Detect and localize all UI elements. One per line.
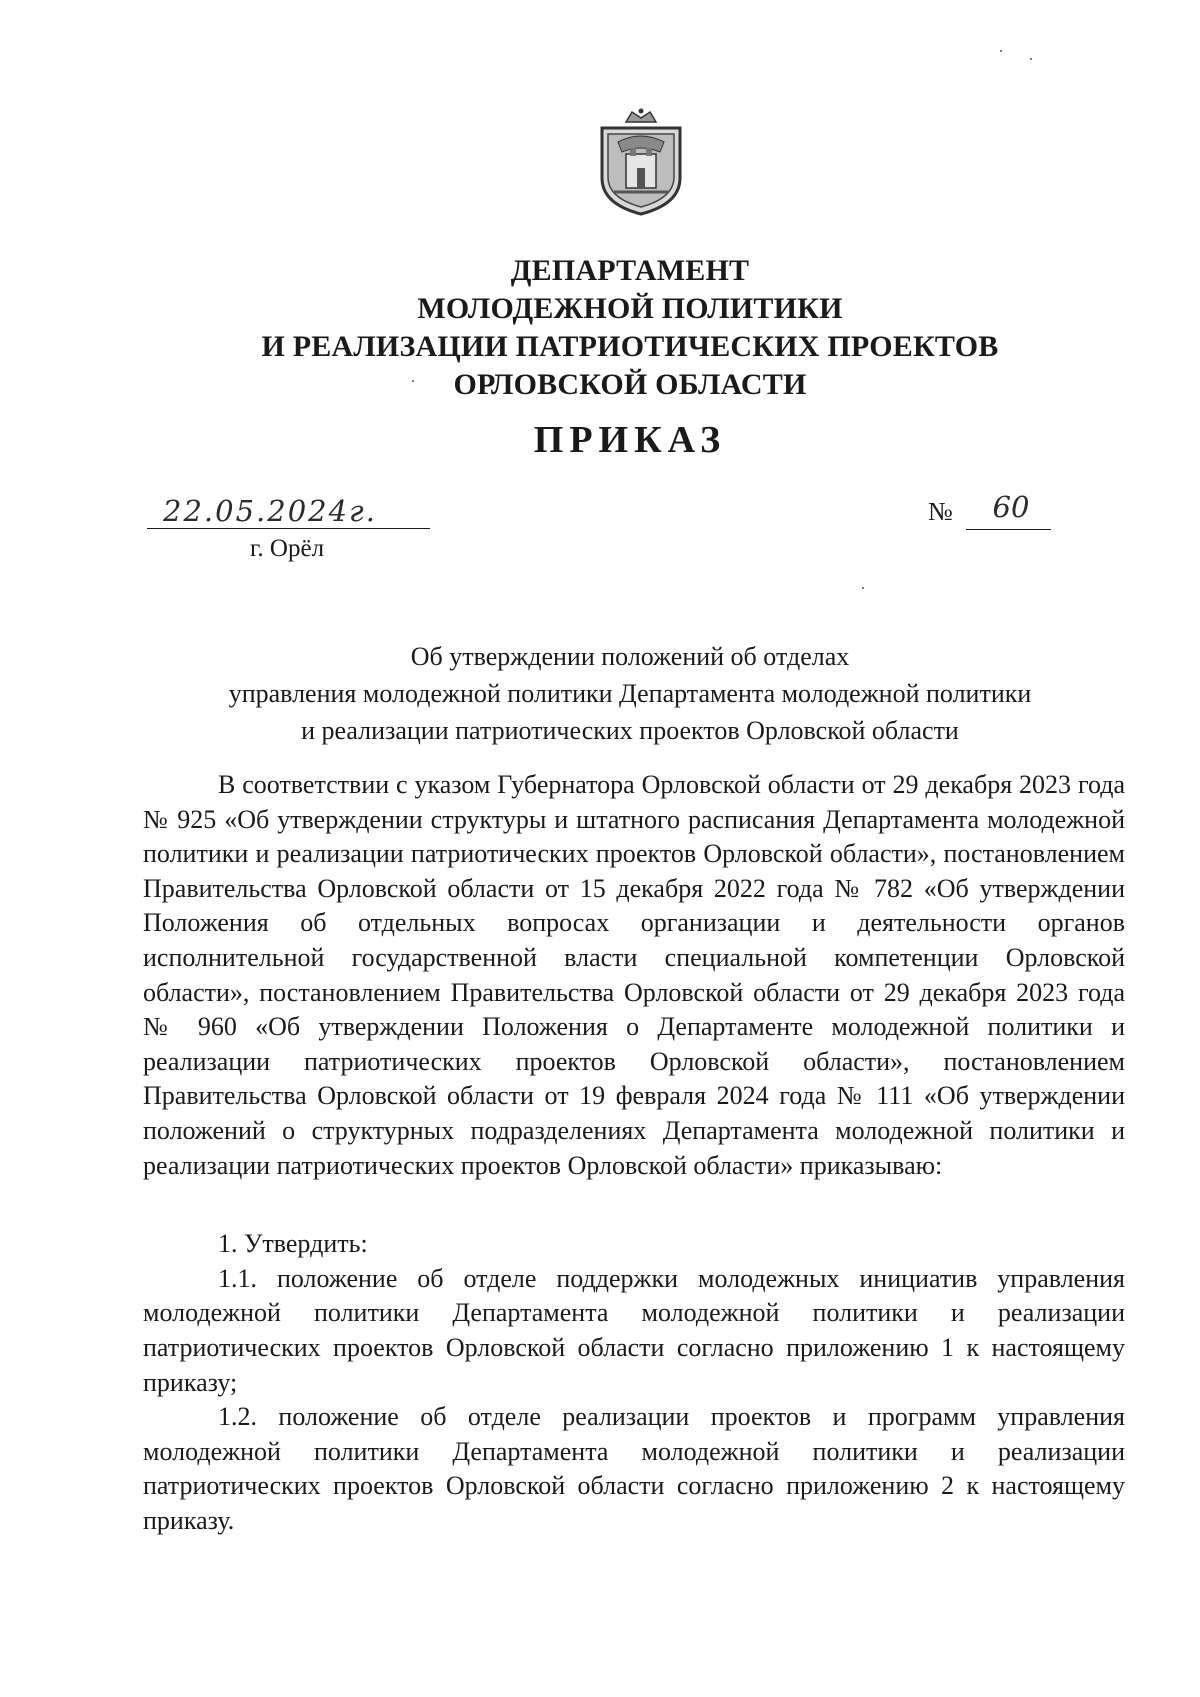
department-name xyxy=(140,252,1120,404)
number-underline xyxy=(966,529,1051,530)
date-underline xyxy=(147,528,430,529)
title-line: Об утверждении положений об отделах xyxy=(410,642,850,671)
department-line: ДЕПАРТАМЕНТ xyxy=(510,254,750,287)
item-1-2: 1.2. положение об отделе реализации проектов и программ управления молодежной политики Департамента молодежной политики и реализации патриотических проектов Орловской области согласно приложению 2 к настоящему приказу. xyxy=(143,1402,1125,1535)
item-1-1: 1.1. положение об отделе поддержки молодежных инициатив управления молодежной политики Департамента молодежной политики и реализации патриотических проектов Орловской области согласно приложению 1 к настоящему приказу; xyxy=(143,1263,1125,1397)
scan-speck xyxy=(862,587,864,589)
department-line: ОРЛОВСКОЙ ОБЛАСТИ xyxy=(453,368,807,401)
scan-speck xyxy=(412,380,414,382)
order-body xyxy=(143,768,1125,1538)
item-1: 1. Утвердить: xyxy=(218,1229,368,1259)
title-line: и реализации патриотических проектов Орловской области xyxy=(301,716,959,745)
coat-of-arms-icon xyxy=(596,108,686,216)
department-line: И РЕАЛИЗАЦИИ ПАТРИОТИЧЕСКИХ ПРОЕКТОВ xyxy=(261,330,999,363)
scan-speck xyxy=(1000,50,1002,52)
document-type-heading: ПРИКАЗ xyxy=(533,419,727,461)
order-title xyxy=(140,638,1120,749)
paragraph-gap xyxy=(143,1183,1125,1227)
title-line: управления молодежной политики Департамента молодежной политики xyxy=(228,679,1032,708)
handwritten-number: 60 xyxy=(992,490,1030,524)
preamble-paragraph: В соответствии с указом Губернатора Орловской области от 29 декабря 2023 года № 925 «Об утверждении структуры и штатного расписания Департамента молодежной политики и реализации патриотических проектов Орловской области», постановлением Правительства Орловской области от 15 декабря 2022 года № 782 «Об утверждении Положения об отдельных вопросах организации и деятельности органов исполнительной государственной власти специальной компетенции Орловской области», постановлением Правительства Орловской области от 29 декабря 2023 года № 960 «Об утверждении Положения о Департаменте молодежной политики и реализации патриотических проектов Орловской области», постановлением Правительства Орловской области от 19 февраля 2024 года № 111 «Об утверждении положений о структурных подразделениях Департамента молодежной политики и реализации патриотических проектов Орловской области» приказываю: xyxy=(143,770,1125,1180)
number-label: № xyxy=(928,497,953,526)
handwritten-date: 22.05.2024г. xyxy=(163,494,377,528)
city-label: г. Орёл xyxy=(250,535,325,562)
department-line: МОЛОДЕЖНОЙ ПОЛИТИКИ xyxy=(417,292,843,325)
scan-speck xyxy=(1030,58,1032,60)
